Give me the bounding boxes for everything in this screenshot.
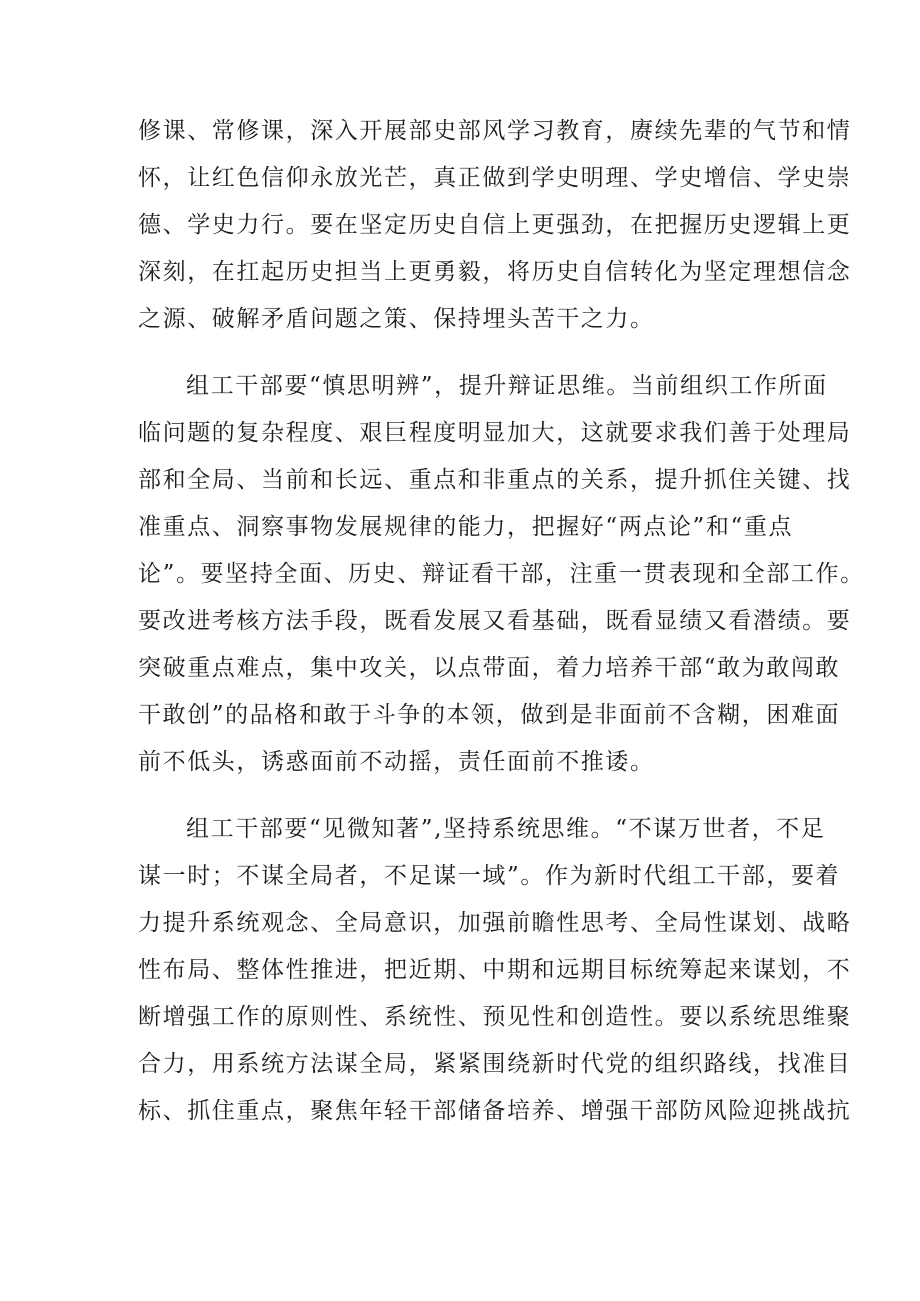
text-line: 要改进考核方法手段，既看发展又看基础，既看显绩又看潜绩。要	[138, 608, 852, 634]
text-line: 论”。要坚持全面、历史、辩证看干部，注重一贯表现和全部工作。	[138, 561, 865, 587]
text-line: 深刻，在扛起历史担当上更勇毅，将历史自信转化为坚定理想信念	[138, 259, 852, 285]
text-line: 修课、常修课，深入开展部史部风学习教育，赓续先辈的气节和情	[138, 118, 852, 144]
text-line: 德、学史力行。要在坚定历史自信上更强劲，在把握历史逻辑上更	[138, 212, 852, 238]
text-line: 突破重点难点，集中攻关，以点带面，着力培养干部“敢为敢闯敢	[138, 655, 841, 681]
text-line: 性布局、整体性推进，把近期、中期和远期目标统筹起来谋划，不	[138, 957, 852, 983]
text-line: 谋一时；不谋全局者，不足谋一域”。作为新时代组工干部，要着	[138, 863, 841, 889]
text-line: 组工干部要“慎思明辨”，提升辩证思维。当前组织工作所面	[186, 373, 828, 399]
text-line: 怀，让红色信仰永放光芒，真正做到学史明理、学史增信、学史崇	[138, 165, 852, 191]
text-line: 临问题的复杂程度、艰巨程度明显加大，这就要求我们善于处理局	[138, 420, 852, 446]
text-line: 合力，用系统方法谋全局，紧紧围绕新时代党的组织路线，找准目	[138, 1051, 852, 1077]
text-line: 之源、破解矛盾问题之策、保持埋头苦干之力。	[138, 306, 655, 332]
text-line: 准重点、洞察事物发展规律的能力，把握好“两点论”和“重点	[138, 514, 794, 540]
text-line: 前不低头，诱惑面前不动摇，责任面前不推诿。	[138, 749, 655, 775]
text-line: 断增强工作的原则性、系统性、预见性和创造性。要以系统思维聚	[138, 1004, 852, 1030]
text-line: 力提升系统观念、全局意识，加强前瞻性思考、全局性谋划、战略	[138, 910, 852, 936]
text-line: 组工干部要“见微知著”,坚持系统思维。“不谋万世者，不足	[186, 816, 826, 842]
text-line: 干敢创”的品格和敢于斗争的本领，做到是非面前不含糊，困难面	[138, 702, 841, 728]
text-line: 部和全局、当前和长远、重点和非重点的关系，提升抓住关键、找	[138, 467, 852, 493]
text-line: 标、抓住重点，聚焦年轻干部储备培养、增强干部防风险迎挑战抗	[138, 1098, 852, 1124]
